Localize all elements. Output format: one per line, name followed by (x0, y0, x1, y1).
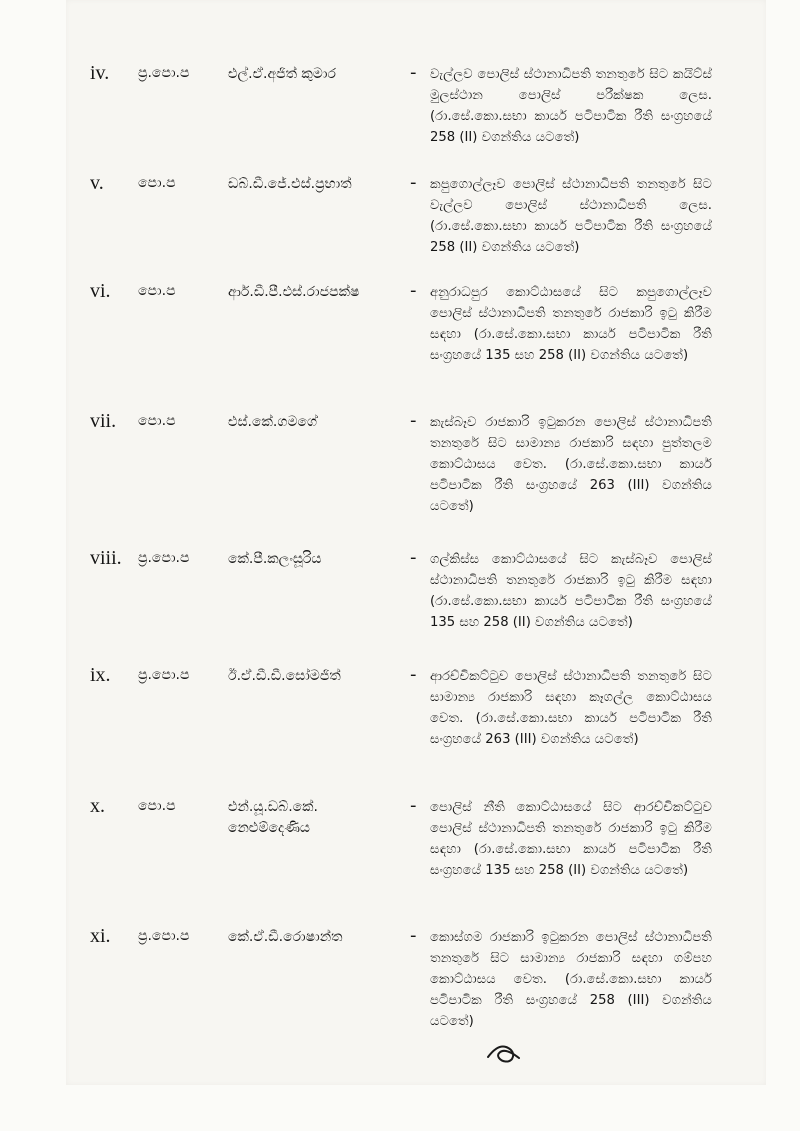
entry-number: vi. (90, 280, 111, 302)
entry-name: එල්.ඒ.අජිත් කුමාර (228, 66, 336, 82)
entry-description: ආරච්චිකට්ටුව පොලිස් ස්ථානාධිපති තනතුරේ සිට සාමාන්‍ය රාජකාරි සඳහා කෑගල්ල කොට්ඨාසය වෙත. (රා.සේ.කො.සභා කාර්ය පටිපාටික රීති සංග්‍රහයේ 263 (III) වගන්තිය යටතේ) (430, 669, 712, 747)
entry-name: ආර්.ඩී.පී.එස්.රාජපක්ෂ (228, 284, 360, 300)
entry-description: කැස්බෑව රාජකාරි ඉටුකරන පොලිස් ස්ථානාධිපති තනතුරේ සිට සාමාන්‍ය රාජකාරි සඳහා පුත්තලම කොට්ඨාසය වෙත. (රා.සේ.කො.සභා කාර්ය පටිපාටික රීති සංග්‍රහයේ 263 (III) වගන්තිය යටතේ) (430, 415, 712, 514)
entry-description: පොලිස් නීති කොට්ඨාසයේ සිට ආරච්චිකට්ටුව පොලිස් ස්ථානාධිපති තනතුරේ රාජකාරි ඉටු කිරීම සඳහා (රා.සේ.කො.සභා කාර්ය පටිපාටික රීති සංග්‍රහයේ 135 සහ 258 (II) වගන්තිය යටතේ) (430, 800, 712, 878)
entry-number: x. (90, 795, 105, 817)
paper-sheet (66, 0, 766, 1085)
entry-rank: පො.ප (138, 413, 176, 429)
entry-rank: ප්‍ර.පො.ප (138, 550, 190, 566)
entry-dash: - (410, 280, 417, 301)
entry-number: ix. (90, 664, 111, 686)
entry-name: කේ.ඒ.ඩී.රොෂාන්ත (228, 929, 343, 945)
entry-description: අනුරාධපුර කොට්ඨාසයේ සිට කපුගොල්ලෑව පොලිස් ස්ථානාධිපති තනතුරේ රාජකාරි ඉටු කිරීම සඳහා (රා.සේ.කො.සභා කාර්ය පටිපාටික රීති සංග්‍රහයේ 135 සහ 258 (II) වගන්තිය යටතේ) (430, 285, 712, 363)
entry-number: v. (90, 172, 104, 194)
entry-description: ගල්කිස්ස කොට්ඨාසයේ සිට කැස්බෑව පොලිස් ස්ථානාධිපති තනතුරේ රාජකාරි ඉටු කිරීම සඳහා (රා.සේ.කො.සභා කාර්ය පටිපාටික රීති සංග්‍රහයේ 135 සහ 258 (II) වගන්තිය යටතේ) (430, 552, 712, 630)
signature-stroke (488, 1046, 519, 1061)
entry-number: iv. (90, 62, 110, 84)
entry-rank: ප්‍ර.පො.ප (138, 928, 190, 944)
entry-rank: ප්‍ර.පො.ප (138, 65, 190, 81)
entry-number: xi. (90, 925, 111, 947)
entry-dash: - (410, 664, 417, 685)
entry-description: වැල්ලව පොලිස් ස්ථානාධිපති තනතුරේ සිට කයිට්ස් මුලස්ථාන පොලිස් පරීක්ෂක ලෙස. (රා.සේ.කො.සභා කාර්ය පටිපාටික රීති සංග්‍රහයේ 258 (II) වගන්තිය යටතේ) (430, 67, 712, 145)
entry-dash: - (410, 62, 417, 83)
entry-dash: - (410, 795, 417, 816)
entry-name: කේ.පී.කලංසූරිය (228, 551, 322, 567)
entry-name: එන්.යූ.ඩබ්.කේ. නෙළුම්දෙණිය (228, 799, 318, 836)
entry-number: viii. (90, 547, 122, 569)
entry-dash: - (410, 172, 417, 193)
entry-description: කොස්ගම රාජකාරි ඉටුකරන පොලිස් ස්ථානාධිපති තනතුරේ සිට සාමාන්‍ය රාජකාරි සඳහා ගම්පහ කොට්ඨාසය වෙත. (රා.සේ.කො.සභා කාර්ය පටිපාටික රීති සංග්‍රහයේ 258 (III) වගන්තිය යටතේ) (430, 930, 712, 1029)
entry-number: vii. (90, 410, 117, 432)
entry-name: ඊ.ඒ.ඩී.ඩී.සෝමජිත් (228, 668, 341, 684)
entry-dash: - (410, 410, 417, 431)
entry-rank: පො.ප (138, 283, 176, 299)
signature-mark (484, 1040, 524, 1066)
entry-rank: පො.ප (138, 175, 176, 191)
entry-name: ඩබ්.ඩී.ජේ.එස්.ප්‍රභාත් (228, 176, 352, 192)
entry-description: කපුගොල්ලෑව පොලිස් ස්ථානාධිපති තනතුරේ සිට වැල්ලව පොලිස් ස්ථානාධිපති ලෙස. (රා.සේ.කො.සභා කාර්ය පටිපාටික රීති සංග්‍රහයේ 258 (II) වගන්තිය යටතේ) (430, 177, 712, 255)
entry-name: එස්.කේ.ගමගේ (228, 414, 317, 430)
entry-rank: පො.ප (138, 798, 176, 814)
entry-dash: - (410, 547, 417, 568)
entry-rank: ප්‍ර.පො.ප (138, 667, 190, 683)
entry-dash: - (410, 925, 417, 946)
